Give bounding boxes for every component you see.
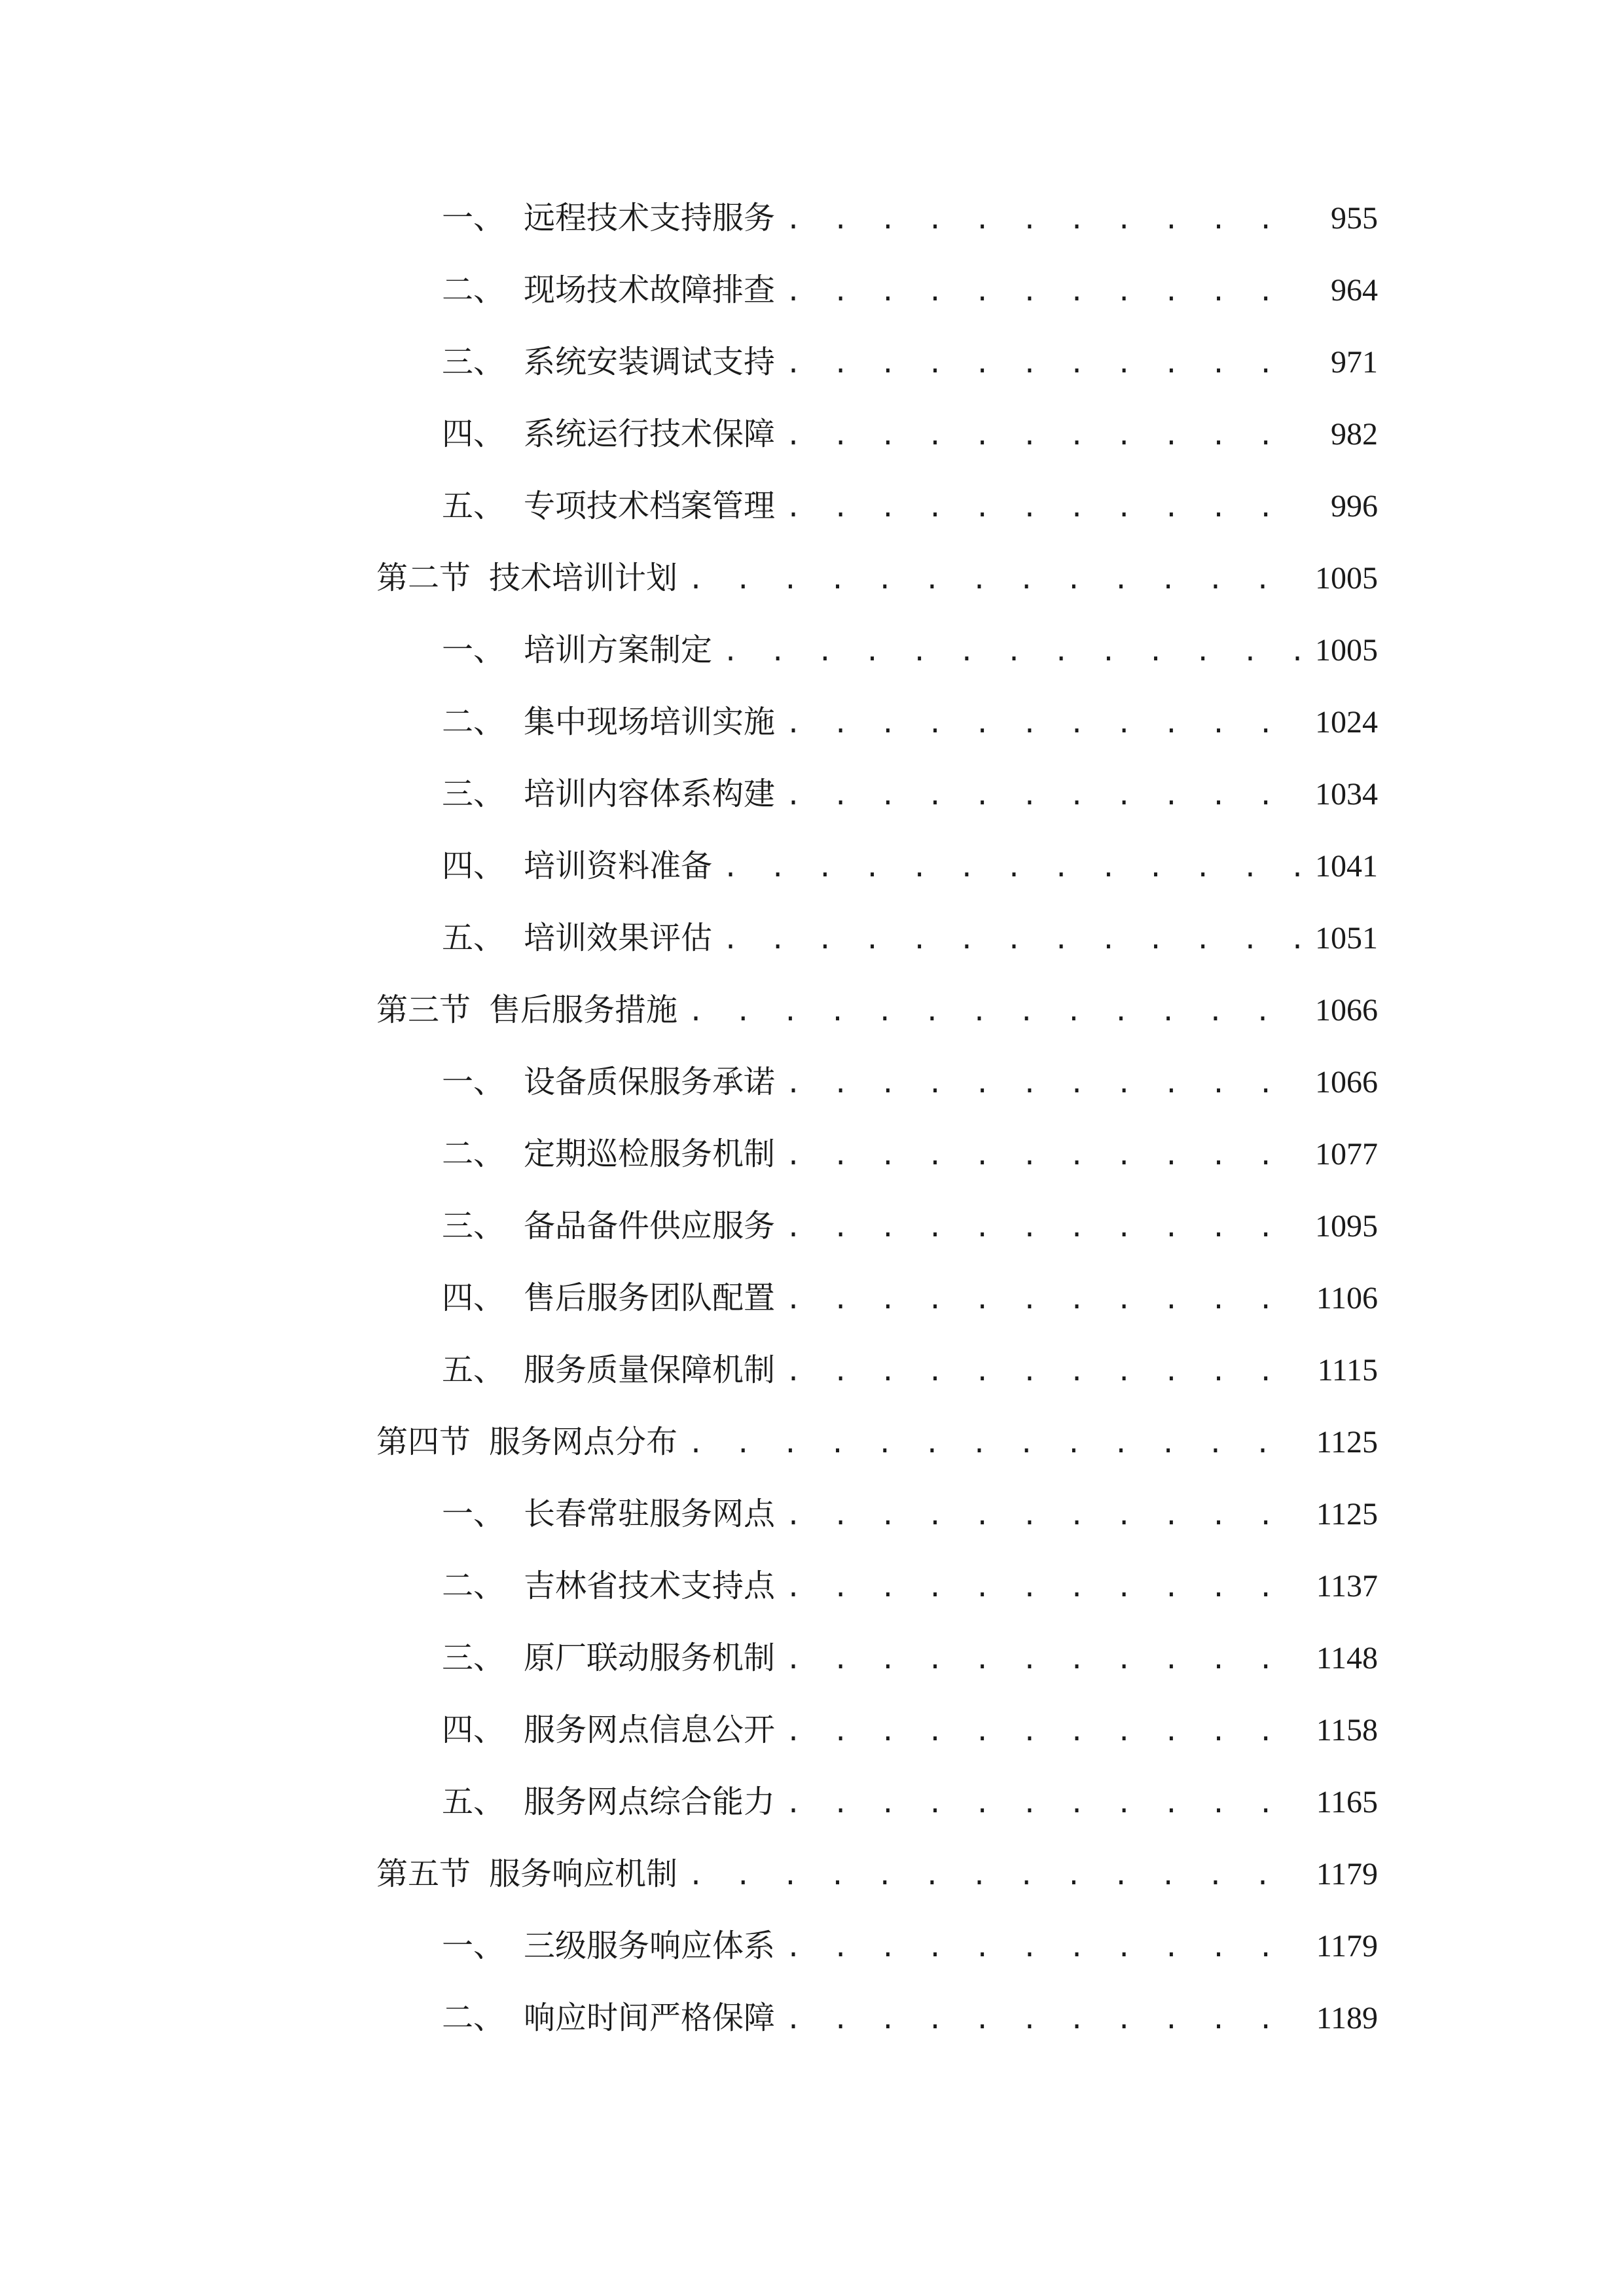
toc-entry-number: 二、 — [442, 2000, 505, 2036]
dot-leader — [785, 1130, 1305, 1182]
toc-entry-number: 二、 — [442, 272, 505, 308]
toc-entry-title: 专项技术档案管理 — [524, 488, 776, 524]
dot-leader — [785, 1706, 1306, 1758]
toc-entry-page: 1041 — [1315, 849, 1378, 884]
dot-leader — [785, 698, 1305, 750]
toc-entry-title: 设备质保服务承诺 — [524, 1064, 776, 1100]
toc-entry-page: 955 — [1331, 201, 1378, 236]
toc-entry-title: 培训资料准备 — [524, 848, 713, 884]
toc-entry-title: 原厂联动服务机制 — [524, 1640, 776, 1676]
toc-entry-page: 1137 — [1316, 1569, 1378, 1604]
toc-entry-number: 四、 — [442, 1712, 505, 1748]
dot-leader — [785, 1778, 1306, 1830]
toc-entry[interactable] — [442, 1920, 1378, 1972]
toc-section[interactable] — [376, 984, 1378, 1036]
toc-entry[interactable] — [442, 336, 1378, 388]
dot-leader — [785, 1058, 1305, 1110]
toc-entry[interactable] — [442, 912, 1378, 964]
toc-entry[interactable] — [442, 1776, 1378, 1828]
dot-leader — [785, 1922, 1306, 1974]
toc-entry-page: 1179 — [1316, 1929, 1378, 1964]
toc-entry[interactable] — [442, 1632, 1378, 1684]
dot-leader — [688, 1850, 1306, 1902]
dot-leader — [785, 1634, 1306, 1686]
toc-entry-page: 1066 — [1315, 1065, 1378, 1100]
dot-leader — [785, 194, 1308, 246]
toc-section[interactable] — [376, 1416, 1378, 1468]
toc-entry-number: 一、 — [442, 1064, 505, 1100]
toc-entry-title: 系统安装调试支持 — [524, 344, 776, 380]
toc-entry-page: 1165 — [1316, 1785, 1378, 1820]
toc-entry-title: 服务网点信息公开 — [524, 1712, 776, 1748]
toc-section-page: 1066 — [1315, 993, 1378, 1028]
toc-entry-number: 二、 — [442, 704, 505, 740]
toc-section[interactable] — [376, 1848, 1378, 1900]
dot-leader — [785, 410, 1308, 462]
dot-leader — [688, 1418, 1306, 1470]
dot-leader — [785, 1346, 1307, 1398]
dot-leader — [785, 770, 1305, 822]
dot-leader — [785, 338, 1308, 390]
dot-leader — [688, 554, 1305, 606]
toc-section-number: 第二节 — [376, 560, 471, 596]
toc-entry-page: 964 — [1331, 273, 1378, 308]
dot-leader — [723, 914, 1305, 966]
toc-entry[interactable] — [442, 1560, 1378, 1612]
toc-entry-title: 吉林省技术支持点 — [524, 1568, 776, 1604]
toc-section-number: 第五节 — [376, 1856, 471, 1892]
toc-entry-title: 集中现场培训实施 — [524, 704, 776, 740]
toc-entry-number: 一、 — [442, 1928, 505, 1964]
toc-section-page: 1005 — [1315, 561, 1378, 596]
toc-entry-page: 1034 — [1315, 777, 1378, 812]
toc-entry-number: 五、 — [442, 1352, 505, 1388]
toc-entry-page: 1051 — [1315, 921, 1378, 956]
toc-entry-number: 二、 — [442, 1568, 505, 1604]
toc-entry-title: 长春常驻服务网点 — [524, 1496, 776, 1532]
toc-section-title: 服务网点分布 — [489, 1424, 678, 1460]
toc-section[interactable] — [376, 552, 1378, 604]
toc-entry-number: 一、 — [442, 200, 505, 236]
dot-leader — [723, 842, 1305, 894]
toc-entry-page: 1115 — [1317, 1353, 1378, 1388]
toc-entry[interactable] — [442, 768, 1378, 820]
toc-entry-number: 五、 — [442, 920, 505, 956]
toc-entry-title: 响应时间严格保障 — [524, 2000, 776, 2036]
toc-entry-title: 培训方案制定 — [524, 632, 713, 668]
toc-entry-page: 1158 — [1316, 1713, 1378, 1748]
dot-leader — [785, 1994, 1306, 2046]
toc-entry[interactable] — [442, 1344, 1378, 1396]
toc-entry-number: 四、 — [442, 848, 505, 884]
toc-entry-page: 1077 — [1315, 1137, 1378, 1172]
dot-leader — [785, 1562, 1306, 1614]
toc-entry-number: 一、 — [442, 1496, 505, 1532]
toc-entry-page: 1148 — [1316, 1641, 1378, 1676]
toc-entry-number: 三、 — [442, 1640, 505, 1676]
dot-leader — [723, 626, 1305, 678]
toc-entry[interactable] — [442, 1056, 1378, 1108]
toc-entry-page: 1189 — [1316, 2001, 1378, 2036]
toc-entry-page: 971 — [1331, 345, 1378, 380]
toc-section-title: 技术培训计划 — [489, 560, 678, 596]
toc-entry-title: 现场技术故障排查 — [524, 272, 776, 308]
toc-entry-title: 三级服务响应体系 — [524, 1928, 776, 1964]
toc-entry-page: 1095 — [1315, 1209, 1378, 1244]
dot-leader — [785, 1274, 1306, 1326]
toc-entry-number: 三、 — [442, 1208, 505, 1244]
toc-entry-number: 四、 — [442, 416, 505, 452]
dot-leader — [785, 1202, 1305, 1254]
toc-entry-number: 一、 — [442, 632, 505, 668]
toc-entry-page: 982 — [1331, 417, 1378, 452]
toc-entry-page: 1106 — [1316, 1281, 1378, 1316]
toc-entry-page: 1005 — [1315, 633, 1378, 668]
toc-entry[interactable] — [442, 696, 1378, 748]
toc-entry-number: 三、 — [442, 344, 505, 380]
toc-entry-number: 五、 — [442, 488, 505, 524]
toc-entry-page: 1024 — [1315, 705, 1378, 740]
toc-entry-title: 备品备件供应服务 — [524, 1208, 776, 1244]
toc-entry[interactable] — [442, 1488, 1378, 1540]
dot-leader — [688, 986, 1305, 1038]
toc-entry[interactable] — [442, 1200, 1378, 1252]
toc-entry[interactable] — [442, 408, 1378, 460]
toc-entry-number: 三、 — [442, 776, 505, 812]
toc-entry[interactable] — [442, 840, 1378, 892]
toc-entry-title: 系统运行技术保障 — [524, 416, 776, 452]
dot-leader — [785, 266, 1308, 318]
dot-leader — [785, 1490, 1306, 1542]
toc-entry[interactable] — [442, 1272, 1378, 1324]
toc-entry[interactable] — [442, 1992, 1378, 2044]
toc-entry-number: 二、 — [442, 1136, 505, 1172]
toc-entry[interactable] — [442, 264, 1378, 316]
toc-entry-page: 1125 — [1316, 1497, 1378, 1532]
toc-entry-page: 996 — [1331, 489, 1378, 524]
toc-section-page: 1179 — [1316, 1857, 1378, 1892]
dot-leader — [785, 482, 1308, 534]
toc-entry-number: 四、 — [442, 1280, 505, 1316]
toc-entry-title: 培训内容体系构建 — [524, 776, 776, 812]
toc-entry[interactable] — [442, 624, 1378, 676]
toc-entry-title: 远程技术支持服务 — [524, 200, 776, 236]
toc-entry-title: 服务质量保障机制 — [524, 1352, 776, 1388]
toc-entry-title: 培训效果评估 — [524, 920, 713, 956]
toc-entry-title: 服务网点综合能力 — [524, 1784, 776, 1820]
toc-section-number: 第四节 — [376, 1424, 471, 1460]
toc-section-page: 1125 — [1316, 1425, 1378, 1460]
toc-entry[interactable] — [442, 480, 1378, 532]
toc-entry-title: 定期巡检服务机制 — [524, 1136, 776, 1172]
toc-entry[interactable] — [442, 192, 1378, 244]
toc-entry[interactable] — [442, 1704, 1378, 1756]
toc-section-title: 售后服务措施 — [489, 992, 678, 1028]
toc-section-title: 服务响应机制 — [489, 1856, 678, 1892]
toc-entry-title: 售后服务团队配置 — [524, 1280, 776, 1316]
toc-entry[interactable] — [442, 1128, 1378, 1180]
toc-section-number: 第三节 — [376, 992, 471, 1028]
toc-entry-number: 五、 — [442, 1784, 505, 1820]
